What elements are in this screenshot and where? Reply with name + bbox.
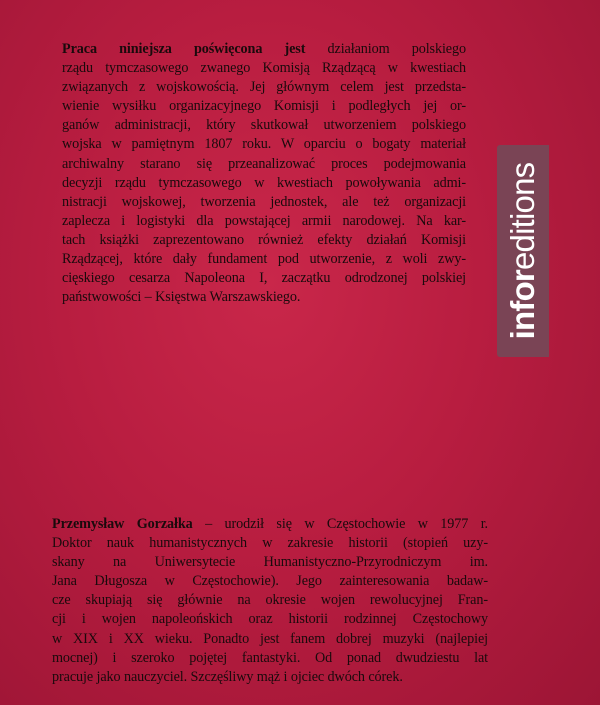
author-bio-line: mocnej) i szeroko pojętej fantastyki. Od ponad dwudziestu lat xyxy=(52,649,488,666)
description-line: Praca niniejsza poświęcona jest działaniom polskiego xyxy=(62,41,466,57)
description-line: rządu tymczasowego zwanego Komisją Rządzącą w kwestiach xyxy=(62,60,466,77)
description-line: państwowości – Księstwa Warszawskiego. xyxy=(62,289,301,306)
description-line: tach książki zaprezentowano również efekty działań Komisji xyxy=(62,231,466,248)
author-name: Przemysław Gorzałka xyxy=(52,516,193,532)
description-line: cięskiego cesarza Napoleona I, zaczątku odrodzonej polskiej xyxy=(62,270,466,287)
description-line: ganów administracji, który skutkował utworzeniem polskiego xyxy=(62,117,466,134)
description-lead: Praca niniejsza poświęcona jest xyxy=(62,41,306,57)
description-line: nistracji wojskowej, tworzenia jednostek, ale też organizacji xyxy=(62,193,466,210)
description-line: archiwalny starano się przeanalizować proces podejmowania xyxy=(62,155,466,172)
description-line: zaplecza i logistyki dla powstającej armii narodowej. Na kar- xyxy=(62,212,466,229)
book-description xyxy=(62,40,466,307)
author-bio-line: cze skupiają się głównie na okresie wojen rewolucyjnej Fran- xyxy=(52,592,488,609)
author-bio-line: Jana Długosza w Częstochowie). Jego zainteresowania badaw- xyxy=(52,573,488,590)
publisher-badge xyxy=(497,145,549,357)
description-line: wojska w pamiętnym 1807 roku. W oparciu o bogaty materiał xyxy=(62,136,466,153)
description-line: wienie wysiłku organizacyjnego Komisji i podległych jej or- xyxy=(62,98,466,115)
author-bio-line: pracuje jako nauczyciel. Szczęśliwy mąż i ojciec dwóch córek. xyxy=(52,668,403,685)
author-bio-line: skany na Uniwersytecie Humanistyczno-Przyrodniczym im. xyxy=(52,554,488,571)
author-bio-line: Przemysław Gorzałka – urodził się w Częstochowie w 1977 r. xyxy=(52,516,488,532)
description-line: związanych z wojskowością. Jej głównym celem jest przedsta- xyxy=(62,79,466,96)
description-line: decyzji rządu tymczasowego w kwestiach powoływania admi- xyxy=(62,174,466,191)
publisher-logo: inforeditions xyxy=(504,162,541,340)
description-line: Rządzącej, które dały fundament pod utworzenie, z woli zwy- xyxy=(62,251,466,268)
author-bio-line: cji i wojen napoleońskich oraz historii rodzinnej Częstochowy xyxy=(52,611,488,628)
author-bio-line: w XIX i XX wieku. Ponadto jest fanem dobrej muzyki (najlepiej xyxy=(52,630,488,647)
author-bio-line: Doktor nauk humanistycznych w zakresie historii (stopień uzy- xyxy=(52,535,488,552)
author-bio xyxy=(52,515,488,687)
